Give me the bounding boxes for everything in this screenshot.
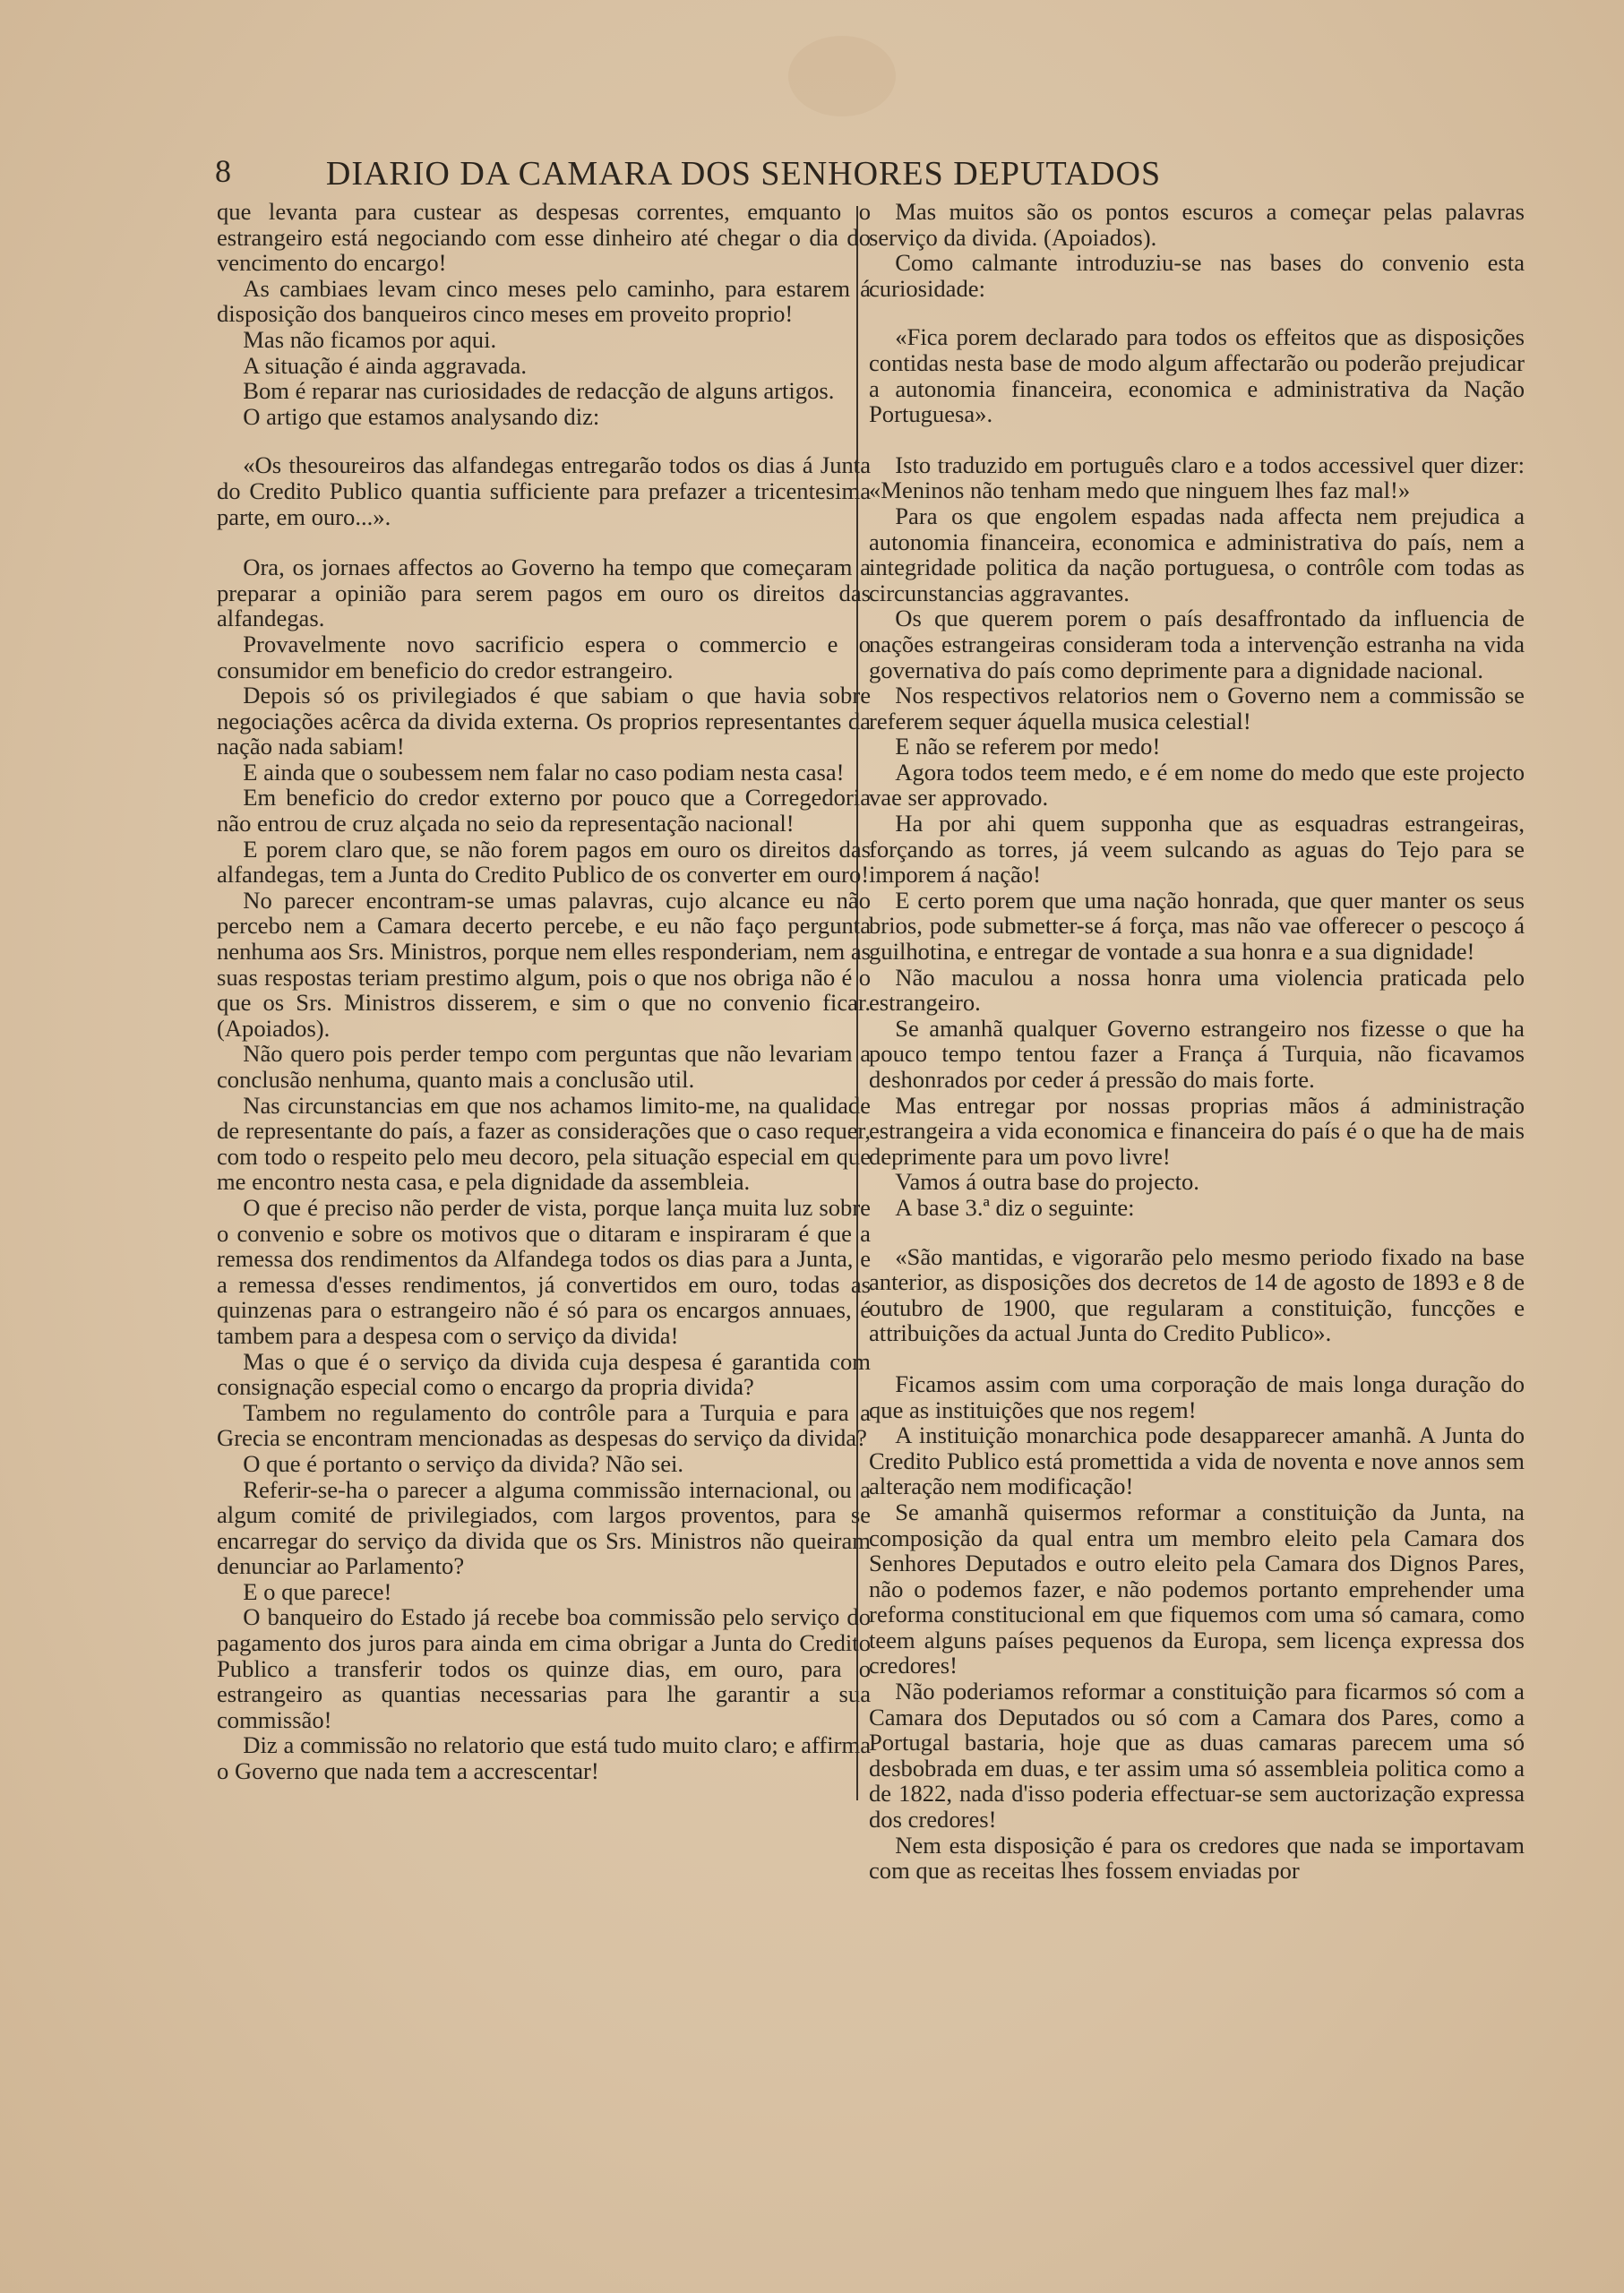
- paragraph: Se amanhã quisermos reformar a constituição da Junta, na composição da qual entra um membro eleito pela Camara dos Senhores Deputados e outro eleito pela Camara dos Dignos Pares, não o podemos fazer, e não podemos portanto emprehender uma reforma constitucional em que fiquemos com uma só camara, como teem alguns países pequenos da Europa, sem licença expressa dos credores!: [869, 1498, 1525, 1679]
- paragraph: Referir-se-ha o parecer a alguma commissão internacional, ou a algum comité de privilegiados, com largos proventos, para se encarregar do serviço da divida que os Srs. Ministros não queiram denunciar ao Parlamento?: [217, 1475, 871, 1580]
- paragraph: Tambem no regulamento do contrôle para a Turquia e para a Grecia se encontram mencionadas as despesas do serviço da divida?: [217, 1398, 871, 1452]
- paragraph: As cambiaes levam cinco meses pelo caminho, para estarem á disposição dos banqueiros cinco meses em proveito proprio!: [217, 274, 871, 328]
- paragraph: Mas o que é o serviço da divida cuja despesa é garantida com consignação especial como o encargo da propria divida?: [217, 1347, 871, 1401]
- paragraph: Os que querem porem o país desaffrontado da influencia de nações estrangeiras consideram toda a intervenção estranha na vida governativa do país como deprimente para a dignidade nacional.: [869, 605, 1525, 683]
- paragraph: Como calmante introduziu-se nas bases do convenio esta curiosidade:: [869, 249, 1525, 302]
- paragraph: Bom é reparar nas curiosidades de redacção de alguns artigos.: [243, 377, 835, 405]
- paragraph: Diz a commissão no relatorio que está tudo muito claro; e affirma o Governo que nada tem a accrescentar!: [217, 1731, 871, 1785]
- paragraph: Mas entregar por nossas proprias mãos á administração estrangeira a vida economica e financeira do país é o que ha de mais deprimente para um povo livre!: [869, 1091, 1525, 1170]
- paper-stain: [788, 36, 896, 116]
- paragraph: Agora todos teem medo, e é em nome do medo que este projecto vae ser approvado.: [869, 758, 1525, 812]
- paragraph: Provavelmente novo sacrificio espera o commercio e o consumidor em beneficio do credor estrangeiro.: [217, 630, 871, 683]
- paragraph: No parecer encontram-se umas palavras, cujo alcance eu não percebo nem a Camara decerto percebe, e eu não faço pergunta nenhuma aos Srs. Ministros, porque nem elles responderiam, nem as suas respostas teriam prestimo algum, pois o que nos obriga não é o que os Srs. Ministros disserem, e sim o que no convenio ficar. (Apoiados).: [217, 886, 871, 1042]
- paragraph: Não poderiamos reformar a constituição para ficarmos só com a Camara dos Deputados ou só com a Camara dos Pares, como a Portugal bastaria, hoje que as duas camaras parecem uma só desbobrada em duas, e ter assim uma só assembleia politica como a de 1822, nada d'isso poderia effectuar-se sem auctorização expressa dos credores!: [869, 1678, 1525, 1834]
- paragraph: O banqueiro do Estado já recebe boa commissão pelo serviço do pagamento dos juros para ainda em cima obrigar a Junta do Credito Publico a transferir todos os quinze dias, em ouro, para o estrangeiro as quantias necessarias para lhe garantir a sua commissão!: [217, 1603, 871, 1733]
- paragraph: que levanta para custear as despesas correntes, emquanto o estrangeiro está negociando com esse dinheiro até chegar o dia do vencimento do encargo!: [217, 198, 871, 277]
- paragraph: Em beneficio do credor externo por pouco que a Corregedoria não entrou de cruz alçada no seio da representação nacional!: [217, 784, 871, 837]
- paragraph: E porem claro que, se não forem pagos em ouro os direitos das alfandegas, tem a Junta do Credito Publico de os converter em ouro!: [217, 835, 871, 889]
- paragraph: Isto traduzido em português claro e a todos accessivel quer dizer: «Meninos não tenham medo que ninguem lhes faz mal!»: [869, 451, 1525, 504]
- quotation: «Fica porem declarado para todos os effeitos que as disposições contidas nesta base de modo algum affectarão ou poderão prejudicar a autonomia financeira, economica e administrativa da Nação Portuguesa».: [869, 323, 1525, 428]
- quotation: «São mantidas, e vigorarão pelo mesmo periodo fixado na base anterior, as disposições dos decretos de 14 de agosto de 1893 e 8 de outubro de 1900, que regularam a constituição, funcções e attribuições da actual Junta do Credito Publico».: [869, 1242, 1525, 1347]
- paragraph: E o que parece!: [243, 1577, 392, 1605]
- paragraph: E certo porem que uma nação honrada, que quer manter os seus brios, pode submetter-se á força, mas não vae offerecer o pescoço á guilhotina, e entregar de vontade a sua honra e a sua dignidade!: [869, 886, 1525, 966]
- paragraph: Ora, os jornaes affectos ao Governo ha tempo que começaram a preparar a opinião para serem pagos em ouro os direitos das alfandegas.: [217, 554, 871, 632]
- page-title: DIARIO DA CAMARA DOS SENHORES DEPUTADOS: [325, 155, 1162, 193]
- page-number: 8: [215, 153, 231, 189]
- paragraph: Vamos á outra base do projecto.: [895, 1168, 1199, 1196]
- paragraph: Nas circunstancias em que nos achamos limito-me, na qualidade de representante do país, a fazer as considerações que o caso requer, com todo o respeito pelo meu decoro, pela situação especial em que me encontro nesta casa, e pela dignidade da assembleia.: [217, 1091, 871, 1196]
- paragraph: O que é portanto o serviço da divida? Não sei.: [243, 1449, 684, 1477]
- paragraph: A situação é ainda aggravada.: [243, 351, 528, 379]
- paragraph: O que é preciso não perder de vista, porque lança muita luz sobre o convenio e sobre os motivos que o ditaram e inspiraram é que a remessa dos rendimentos da Alfandega todos os dias para a Junta, e a remessa d'esses rendimentos, já convertidos em ouro, todas as quinzenas para o estrangeiro não é só para os encargos annuaes, é tambem para a despesa com o serviço da divida!: [217, 1193, 871, 1349]
- right-column: [869, 199, 1525, 1884]
- paragraph: Nos respectivos relatorios nem o Governo nem a commissão se referem sequer áquella musica celestial!: [869, 682, 1525, 734]
- paragraph: Nem esta disposição é para os credores que nada se importavam com que as receitas lhes fossem enviadas por: [869, 1831, 1525, 1885]
- paragraph: Não quero pois perder tempo com perguntas que não levariam a conclusão nenhuma, quanto mais a conclusão util.: [217, 1040, 871, 1093]
- quotation: «Os thesoureiros das alfandegas entregarão todos os dias á Junta do Credito Publico quantia sufficiente para prefazer a tricentesima parte, em ouro...».: [217, 451, 871, 530]
- paragraph: A base 3.ª diz o seguinte:: [895, 1193, 1135, 1221]
- paragraph: E não se referem por medo!: [895, 733, 1161, 760]
- paragraph: Se amanhã qualquer Governo estrangeiro nos fizesse o que ha pouco tempo tentou fazer a França á Turquia, não ficavamos deshonrados por ceder á pressão do mais forte.: [869, 1014, 1525, 1093]
- left-column: [217, 199, 871, 1784]
- paragraph: Ha por ahi quem supponha que as esquadras estrangeiras, forçando as torres, já veem sulcando as aguas do Tejo para se imporem á nação!: [869, 810, 1525, 889]
- paragraph: Depois só os privilegiados é que sabiam o que havia sobre negociações acêrca da divida externa. Os proprios representantes da nação nada sabiam!: [217, 682, 871, 760]
- paragraph: Não maculou a nossa honra uma violencia praticada pelo estrangeiro.: [869, 963, 1525, 1017]
- paragraph: Ficamos assim com uma corporação de mais longa duração do que as instituições que nos regem!: [869, 1370, 1525, 1423]
- paragraph: E ainda que o soubessem nem falar no caso podiam nesta casa!: [243, 758, 845, 786]
- paragraph: Mas muitos são os pontos escuros a começar pelas palavras serviço da divida. (Apoiados).: [869, 198, 1525, 251]
- paragraph: A instituição monarchica pode desapparecer amanhã. A Junta do Credito Publico está promettida a vida de noventa e nove annos sem alteração nem modificação!: [869, 1421, 1525, 1500]
- paragraph: O artigo que estamos analysando diz:: [243, 402, 600, 430]
- paragraph: Mas não ficamos por aqui.: [243, 325, 497, 353]
- paragraph: Para os que engolem espadas nada affecta nem prejudica a autonomia financeira, economica e administrativa do país, nem a integridade politica da nação portuguesa, o contrôle com todas as circunstancias aggravantes.: [869, 502, 1525, 606]
